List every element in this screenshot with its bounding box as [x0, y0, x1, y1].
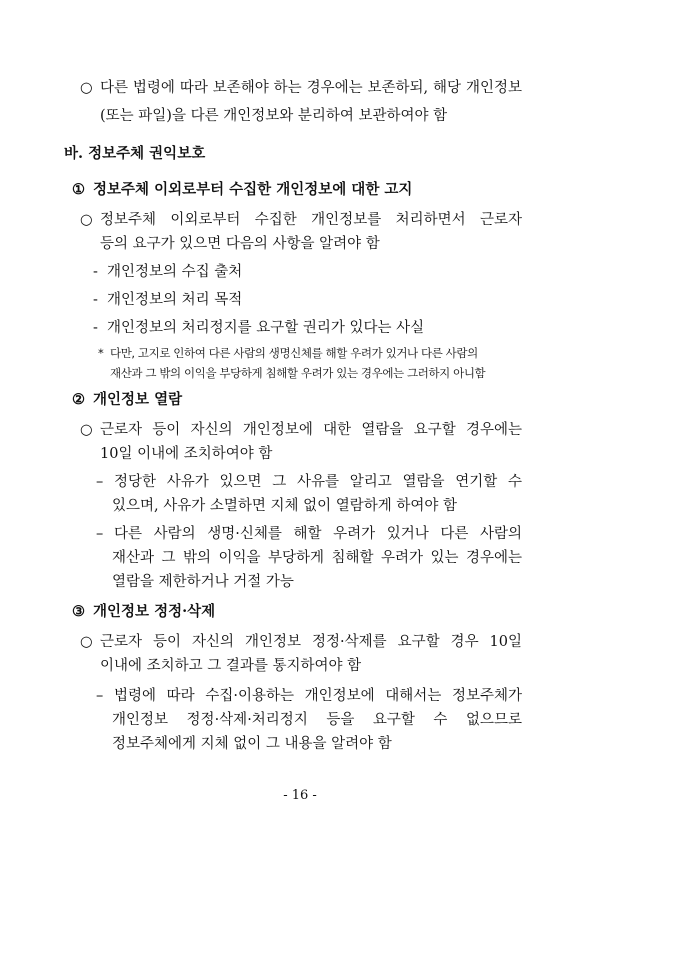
paragraph-line: (또는 파일)을 다른 개인정보와 분리하여 보관하여야 함 [100, 108, 448, 124]
circle-bullet: ○ [80, 422, 93, 438]
dash-text: 다른 사람의 생명·신체를 해할 우려가 있거나 다른 사람의 [114, 526, 522, 542]
circle-bullet: ○ [80, 212, 93, 228]
paragraph-line [80, 632, 522, 652]
list-item [93, 290, 242, 310]
paragraph-line: 개인정보 정정·삭제·처리정지 등을 요구할 수 없으므로 [112, 712, 522, 728]
dash-bullet: - [93, 292, 98, 308]
footnote-line [98, 344, 478, 362]
paragraph-line: 10일 이내에 조치하여야 함 [100, 446, 273, 462]
circled-number: ② [72, 391, 85, 408]
paragraph-line: 있으며, 사유가 소멸하면 지체 없이 열람하게 하여야 함 [112, 498, 458, 514]
circle-bullet: ○ [80, 80, 93, 96]
list-item [93, 262, 242, 282]
paragraph-line [80, 210, 522, 230]
bullet-text: 다른 법령에 따라 보존해야 하는 경우에는 보존하되, 해당 개인정보 [100, 80, 522, 96]
dash-bullet: – [96, 526, 104, 542]
paragraph-line [96, 524, 522, 544]
paragraph-line [80, 420, 522, 440]
circled-number: ③ [72, 603, 85, 620]
list-item-text: 개인정보의 처리정지를 요구할 권리가 있다는 사실 [107, 320, 425, 336]
paragraph-line: 열람을 제한하거나 거절 가능 [112, 574, 294, 590]
circled-number: ① [72, 181, 85, 198]
note-mark: * [98, 346, 104, 360]
list-item-text: 개인정보의 수집 출처 [107, 264, 243, 280]
subsection-title: 개인정보 정정·삭제 [93, 603, 216, 620]
circle-bullet: ○ [80, 634, 93, 650]
subsection-heading-1 [72, 180, 412, 200]
dash-bullet: – [96, 474, 104, 490]
paragraph-line [80, 78, 522, 98]
bullet-text: 근로자 등이 자신의 개인정보 정정·삭제를 요구할 경우 10일 [100, 634, 522, 650]
paragraph-line [96, 472, 522, 492]
bullet-text: 근로자 등이 자신의 개인정보에 대한 열람을 요구할 경우에는 [100, 422, 522, 438]
paragraph-line: 정보주체에게 지체 없이 그 내용을 알려야 함 [112, 736, 392, 752]
section-title: 바. 정보주체 권익보호 [64, 145, 206, 162]
paragraph-line: 등의 요구가 있으면 다음의 사항을 알려야 함 [100, 236, 380, 252]
subsection-title: 정보주체 이외로부터 수집한 개인정보에 대한 고지 [93, 181, 413, 198]
list-item [93, 318, 424, 338]
bullet-text: 정보주체 이외로부터 수집한 개인정보를 처리하면서 근로자 [100, 212, 522, 228]
list-item-text: 개인정보의 처리 목적 [107, 292, 243, 308]
subsection-heading-3 [72, 602, 215, 622]
footnote-text: 다만, 고지로 인하여 다른 사람의 생명신체를 해할 우려가 있거나 다른 사람의 [110, 346, 478, 360]
dash-text: 법령에 따라 수집·이용하는 개인정보에 대해서는 정보주체가 [114, 688, 522, 704]
subsection-heading-2 [72, 390, 182, 410]
paragraph-line: 재산과 그 밖의 이익을 부당하게 침해할 우려가 있는 경우에는 [112, 550, 522, 566]
footnote-line: 재산과 그 밖의 이익을 부당하게 침해할 우려가 있는 경우에는 그러하지 아니함 [110, 366, 486, 380]
dash-text: 정당한 사유가 있으면 그 사유를 알리고 열람을 연기할 수 [114, 474, 522, 490]
dash-bullet: - [93, 320, 98, 336]
paragraph-line: 이내에 조치하고 그 결과를 통지하여야 함 [100, 658, 362, 674]
dash-bullet: – [96, 688, 104, 704]
subsection-title: 개인정보 열람 [93, 391, 183, 408]
dash-bullet: - [93, 264, 98, 280]
page-number: - 16 - [283, 788, 317, 803]
paragraph-line [96, 686, 522, 706]
